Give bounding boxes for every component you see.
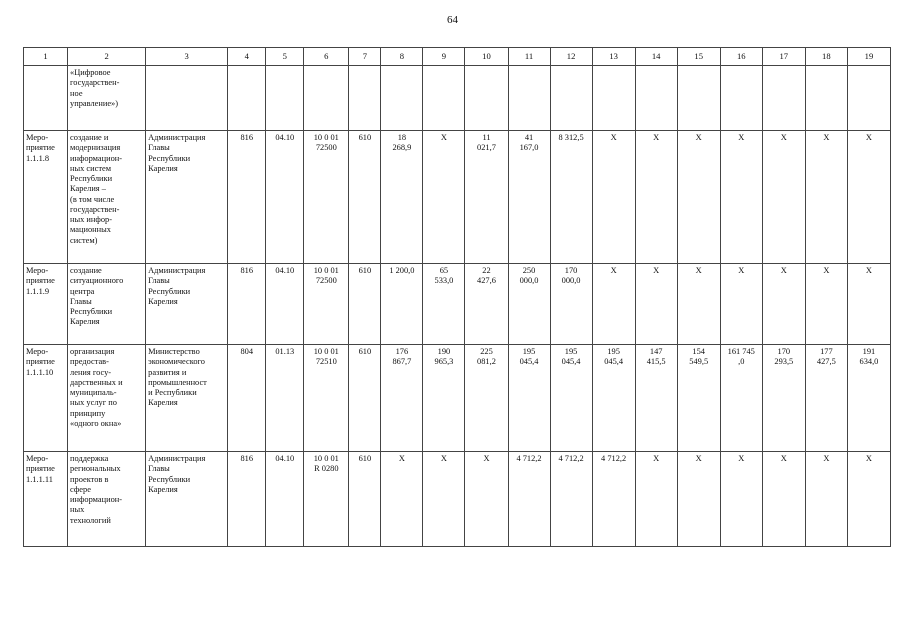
table-cell: Х xyxy=(677,264,720,345)
table-cell: 04.10 xyxy=(266,264,304,345)
table-cell: 250 000,0 xyxy=(508,264,550,345)
table-cell: Х xyxy=(847,131,890,264)
table-row xyxy=(24,66,891,131)
table-cell: Х xyxy=(762,264,805,345)
table-cell: 804 xyxy=(228,345,266,452)
table-cell: 190 965,3 xyxy=(423,345,465,452)
table-cell xyxy=(349,66,381,131)
table-cell: Х xyxy=(720,264,762,345)
column-header: 7 xyxy=(349,48,381,66)
table-cell: Х xyxy=(635,131,677,264)
table-cell: 65 533,0 xyxy=(423,264,465,345)
table-cell: 816 xyxy=(228,264,266,345)
table-cell: 191 634,0 xyxy=(847,345,890,452)
column-header: 17 xyxy=(762,48,805,66)
table-cell xyxy=(228,66,266,131)
table-cell: Х xyxy=(677,452,720,547)
table-cell: Меро- приятие 1.1.1.9 xyxy=(24,264,68,345)
table-cell xyxy=(465,66,508,131)
table-cell: 11 021,7 xyxy=(465,131,508,264)
page-number: 64 xyxy=(447,14,458,26)
table-cell: 225 081,2 xyxy=(465,345,508,452)
table-cell: Х xyxy=(592,264,635,345)
table-cell: 41 167,0 xyxy=(508,131,550,264)
table-cell xyxy=(266,66,304,131)
table-cell: «Цифровое государствен- ное управление») xyxy=(68,66,146,131)
table-cell: 176 867,7 xyxy=(381,345,423,452)
table-cell: Х xyxy=(381,452,423,547)
table-cell: Администрация Главы Республики Карелия xyxy=(146,452,228,547)
table-cell: Х xyxy=(592,131,635,264)
table-cell: 10 0 01 72500 xyxy=(304,131,349,264)
table-cell: 170 000,0 xyxy=(550,264,592,345)
table-cell xyxy=(508,66,550,131)
table-row xyxy=(24,452,891,547)
table-cell: 161 745 ,0 xyxy=(720,345,762,452)
table-cell: 10 0 01 R 0280 xyxy=(304,452,349,547)
table-cell: организация предостав- ления госу- дарственных и муниципаль- ных услуг по принципу «одного окна» xyxy=(68,345,146,452)
table-cell: 147 415,5 xyxy=(635,345,677,452)
table-cell xyxy=(847,66,890,131)
table-row xyxy=(24,131,891,264)
table-cell: 04.10 xyxy=(266,131,304,264)
column-header: 6 xyxy=(304,48,349,66)
column-header: 13 xyxy=(592,48,635,66)
table-cell: 10 0 01 72510 xyxy=(304,345,349,452)
table-cell: Х xyxy=(635,452,677,547)
table-cell: Администрация Главы Республики Карелия xyxy=(146,264,228,345)
column-header: 1 xyxy=(24,48,68,66)
table-cell: 4 712,2 xyxy=(508,452,550,547)
table-cell: 610 xyxy=(349,452,381,547)
column-header: 12 xyxy=(550,48,592,66)
table-cell xyxy=(720,66,762,131)
table-cell: Меро- приятие 1.1.1.11 xyxy=(24,452,68,547)
column-header: 19 xyxy=(847,48,890,66)
table-cell: Х xyxy=(465,452,508,547)
column-header: 2 xyxy=(68,48,146,66)
table-cell: создание и модернизация информацион- ных систем Республики Карелия – (в том числе государствен- ных инфор- мационных систем) xyxy=(68,131,146,264)
table-cell: поддержка региональных проектов в сфере информацион- ных технологий xyxy=(68,452,146,547)
table-cell: 1 200,0 xyxy=(381,264,423,345)
table-cell xyxy=(304,66,349,131)
column-header: 3 xyxy=(146,48,228,66)
column-header: 4 xyxy=(228,48,266,66)
header-row xyxy=(24,48,891,66)
budget-table xyxy=(23,47,891,547)
table-cell: 4 712,2 xyxy=(550,452,592,547)
table-cell: 4 712,2 xyxy=(592,452,635,547)
table-cell xyxy=(24,66,68,131)
table-cell xyxy=(677,66,720,131)
table-cell: 22 427,6 xyxy=(465,264,508,345)
table-cell xyxy=(146,66,228,131)
table-cell: Х xyxy=(762,131,805,264)
table-cell: 177 427,5 xyxy=(805,345,847,452)
column-header: 14 xyxy=(635,48,677,66)
table-cell: Меро- приятие 1.1.1.8 xyxy=(24,131,68,264)
table-cell: Х xyxy=(720,131,762,264)
table-cell: 816 xyxy=(228,131,266,264)
table-cell: 816 xyxy=(228,452,266,547)
column-header: 9 xyxy=(423,48,465,66)
column-header: 18 xyxy=(805,48,847,66)
table-cell: Администрация Главы Республики Карелия xyxy=(146,131,228,264)
column-header: 10 xyxy=(465,48,508,66)
table-cell xyxy=(805,66,847,131)
table-cell: 10 0 01 72500 xyxy=(304,264,349,345)
table-cell: Х xyxy=(677,131,720,264)
table-cell: 170 293,5 xyxy=(762,345,805,452)
table-cell xyxy=(550,66,592,131)
table-cell: создание ситуационного центра Главы Республики Карелия xyxy=(68,264,146,345)
table-cell: Х xyxy=(847,264,890,345)
table-cell: Х xyxy=(805,131,847,264)
table-cell: 04.10 xyxy=(266,452,304,547)
table-body xyxy=(24,48,891,547)
table-cell xyxy=(381,66,423,131)
table-cell: Х xyxy=(635,264,677,345)
table-cell: Х xyxy=(423,131,465,264)
table-cell: Х xyxy=(720,452,762,547)
table-cell xyxy=(423,66,465,131)
table-cell: Министерство экономического развития и промышленност и Республики Карелия xyxy=(146,345,228,452)
table-cell: 195 045,4 xyxy=(508,345,550,452)
table-cell: 01.13 xyxy=(266,345,304,452)
table-row xyxy=(24,264,891,345)
table-cell xyxy=(592,66,635,131)
column-header: 5 xyxy=(266,48,304,66)
table-cell: 8 312,5 xyxy=(550,131,592,264)
table-cell: Меро- приятие 1.1.1.10 xyxy=(24,345,68,452)
table-cell xyxy=(762,66,805,131)
table-cell: Х xyxy=(847,452,890,547)
table-cell: 195 045,4 xyxy=(592,345,635,452)
table-cell xyxy=(635,66,677,131)
table-cell: 195 045,4 xyxy=(550,345,592,452)
table-cell: 610 xyxy=(349,131,381,264)
column-header: 11 xyxy=(508,48,550,66)
column-header: 15 xyxy=(677,48,720,66)
table-cell: 18 268,9 xyxy=(381,131,423,264)
column-header: 16 xyxy=(720,48,762,66)
table-cell: Х xyxy=(805,452,847,547)
table-cell: 154 549,5 xyxy=(677,345,720,452)
table-cell: Х xyxy=(805,264,847,345)
table-cell: Х xyxy=(762,452,805,547)
table-cell: 610 xyxy=(349,264,381,345)
table-row xyxy=(24,345,891,452)
column-header: 8 xyxy=(381,48,423,66)
table-cell: Х xyxy=(423,452,465,547)
table-cell: 610 xyxy=(349,345,381,452)
